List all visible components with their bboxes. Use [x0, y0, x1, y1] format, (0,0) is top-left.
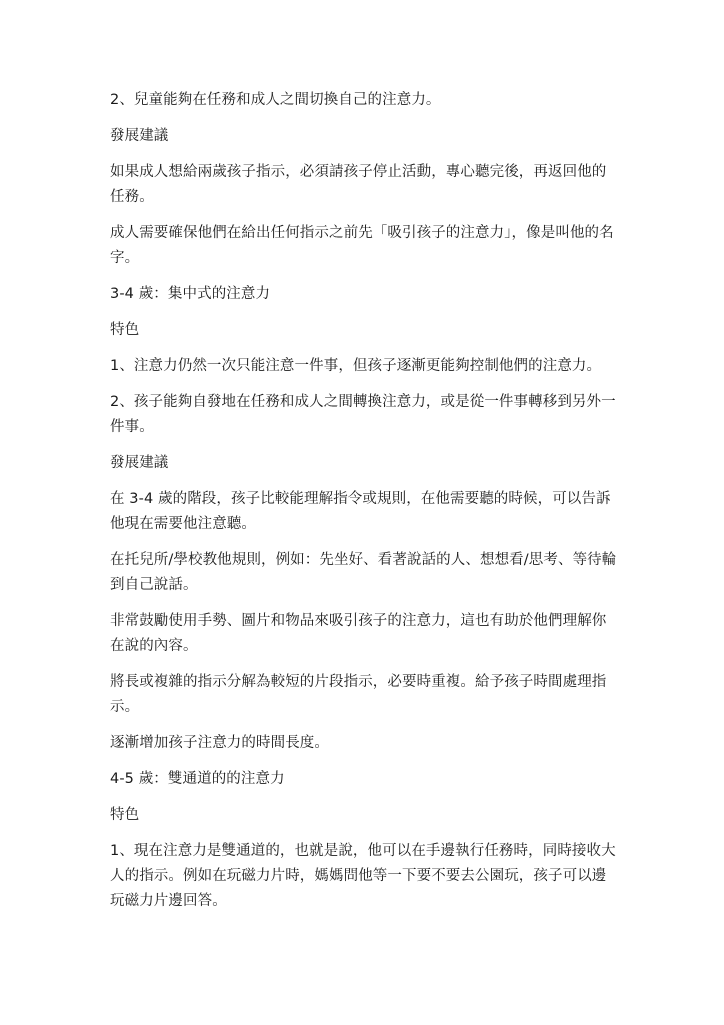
- paragraph: 如果成人想給兩歲孩子指示，必須請孩子停止活動，專心聽完後，再返回他的任務。: [110, 164, 607, 205]
- paragraph: 2、兒童能夠在任務和成人之間切換自己的注意力。: [110, 92, 441, 108]
- paragraph: 在 3-4 歲的階段，孩子比較能理解指令或規則，在他需要聽的時候，可以告訴他現在需要他注意聽。: [110, 491, 611, 532]
- paragraph: 將長或複雜的指示分解為較短的片段指示，必要時重複。給予孩子時間處理指示。: [110, 674, 607, 715]
- age-heading: 3-4 歲：集中式的注意力: [110, 286, 271, 302]
- paragraph: 2、孩子能夠自發地在任務和成人之間轉換注意力，或是從一件事轉移到另外一件事。: [110, 394, 616, 435]
- document-page: [110, 88, 618, 925]
- section-heading: 發展建議: [110, 455, 169, 471]
- section-heading: 特色: [110, 807, 140, 823]
- section-heading: 特色: [110, 322, 140, 338]
- paragraph: 成人需要確保他們在給出任何指示之前先「吸引孩子的注意力」，像是叫他的名字。: [110, 225, 614, 266]
- paragraph: 逐漸增加孩子注意力的時間長度。: [110, 735, 329, 751]
- paragraph: 在托兒所/學校教他規則，例如：先坐好、看著說話的人、想想看/思考、等待輪到自己說話。: [110, 552, 617, 593]
- paragraph: 1、現在注意力是雙通道的，也就是說，他可以在手邊執行任務時，同時接收大人的指示。例如在玩磁力片時，媽媽問他等一下要不要去公園玩，孩子可以邊玩磁力片邊回答。: [110, 843, 616, 909]
- paragraph: 非常鼓勵使用手勢、圖片和物品來吸引孩子的注意力，這也有助於他們理解你在說的內容。: [110, 613, 607, 654]
- age-heading: 4-5 歲：雙通道的的注意力: [110, 771, 285, 787]
- paragraph: 1、注意力仍然一次只能注意一件事，但孩子逐漸更能夠控制他們的注意力。: [110, 358, 602, 374]
- section-heading: 發展建議: [110, 128, 169, 144]
